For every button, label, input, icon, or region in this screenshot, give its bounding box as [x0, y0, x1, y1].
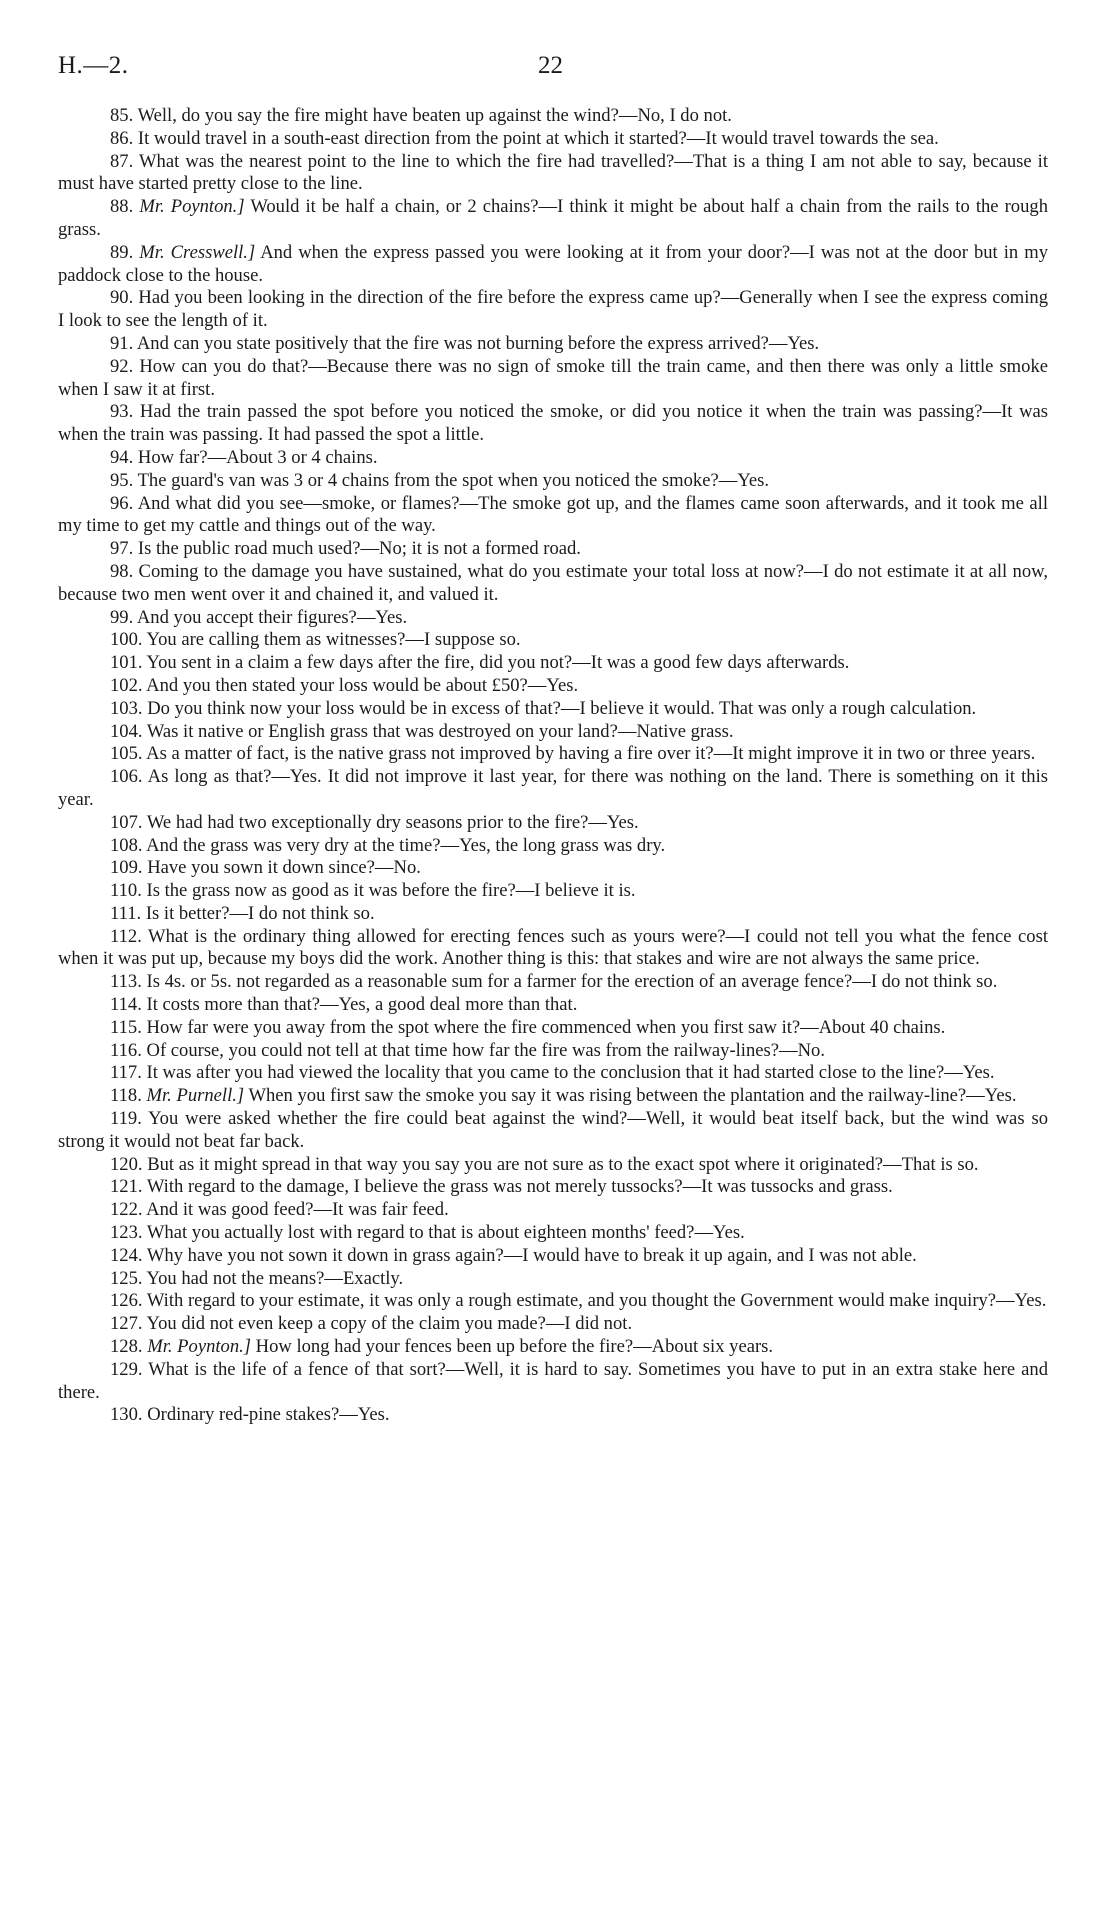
question-answer-text: You are calling them as witnesses?—I suppose so. — [146, 629, 521, 651]
testimony-paragraph — [58, 1404, 1048, 1427]
question-number: 121. — [110, 1176, 143, 1198]
question-answer-text: Is the grass now as good as it was before the fire?—I believe it is. — [146, 880, 636, 902]
question-number: 126. — [110, 1290, 143, 1312]
question-answer-text: Do you think now your loss would be in excess of that?—I believe it would. That was only a rough calculation. — [147, 697, 977, 719]
question-number: 95. — [110, 469, 134, 491]
question-number: 113. — [110, 971, 142, 993]
question-answer-text: Of course, you could not tell at that time how far the fire was from the railway-lines?—No. — [146, 1039, 825, 1061]
question-number: 105. — [110, 743, 143, 765]
question-answer-text: We had had two exceptionally dry seasons prior to the fire?—Yes. — [146, 811, 639, 833]
question-answer-text: And the grass was very dry at the time?—Yes, the long grass was dry. — [146, 834, 666, 856]
question-answer-text: Have you sown it down since?—No. — [147, 857, 421, 879]
question-number: 94. — [110, 446, 134, 468]
question-answer-text: You were asked whether the fire could beat against the wind?—Well, it would beat itself back, but the wind was so strong it would not beat far back. — [58, 1108, 1048, 1152]
question-answer-text: The guard's van was 3 or 4 chains from the spot when you noticed the smoke?—Yes. — [137, 469, 770, 491]
question-number: 114. — [110, 994, 142, 1016]
question-answer-text: And you accept their figures?—Yes. — [136, 606, 408, 628]
document-reference: H.—2. — [58, 52, 129, 79]
testimony-paragraph — [58, 629, 1048, 652]
question-number: 129. — [110, 1358, 143, 1380]
testimony-paragraph — [58, 1062, 1048, 1085]
question-answer-text: How long had your fences been up before the fire?—About six years. — [255, 1336, 774, 1358]
question-answer-text: Is it better?—I do not think so. — [145, 902, 375, 924]
question-number: 90. — [110, 287, 134, 309]
question-answer-text: Had you been looking in the direction of the fire before the express came up?—Generally when I see the express coming I look to see the length of it. — [58, 287, 1048, 332]
testimony-paragraph — [58, 1199, 1048, 1222]
question-number: 101. — [110, 652, 143, 674]
question-answer-text: And it was good feed?—It was fair feed. — [146, 1199, 449, 1221]
question-number: 107. — [110, 811, 143, 833]
question-number: 108. — [110, 834, 143, 856]
question-number: 127. — [110, 1313, 143, 1335]
question-number: 96. — [110, 492, 134, 514]
testimony-body — [58, 105, 1048, 1427]
testimony-paragraph — [58, 1336, 1048, 1359]
testimony-paragraph — [58, 812, 1048, 835]
question-number: 118. — [110, 1085, 142, 1107]
question-answer-text: It would travel in a south-east direction from the point at which it started?—It would travel towards the sea. — [137, 127, 939, 149]
question-number: 91. — [110, 332, 134, 354]
question-number: 125. — [110, 1267, 143, 1289]
testimony-paragraph — [58, 401, 1048, 447]
testimony-paragraph — [58, 675, 1048, 698]
question-number: 106. — [110, 766, 143, 788]
question-answer-text: When you first saw the smoke you say it was rising between the plantation and the railway-line?—Yes. — [248, 1085, 1017, 1107]
testimony-paragraph — [58, 1040, 1048, 1063]
question-number: 120. — [110, 1153, 143, 1175]
testimony-paragraph — [58, 151, 1048, 197]
speaker-name: Mr. Poynton.] — [147, 1336, 252, 1358]
testimony-paragraph — [58, 242, 1048, 288]
question-number: 117. — [110, 1062, 142, 1084]
question-number: 119. — [110, 1108, 142, 1130]
question-answer-text: But as it might spread in that way you say you are not sure as to the exact spot where it originated?—That is so. — [147, 1153, 979, 1175]
question-answer-text: Ordinary red-pine stakes?—Yes. — [147, 1404, 390, 1426]
question-number: 86. — [110, 127, 134, 149]
testimony-paragraph — [58, 1359, 1048, 1405]
testimony-paragraph — [58, 1222, 1048, 1245]
testimony-paragraph — [58, 1017, 1048, 1040]
testimony-paragraph — [58, 287, 1048, 333]
question-answer-text: As a matter of fact, is the native grass not improved by having a fire over it?—It might improve it in two or three years. — [146, 743, 1036, 765]
question-number: 103. — [110, 697, 143, 719]
testimony-paragraph — [58, 1085, 1048, 1108]
question-answer-text: It was after you had viewed the locality that you came to the conclusion that it had started close to the line?—Yes. — [146, 1062, 995, 1084]
question-answer-text: With regard to your estimate, it was only a rough estimate, and you thought the Government would make inquiry?—Yes. — [146, 1290, 1047, 1312]
question-answer-text: Is the public road much used?—No; it is not a formed road. — [137, 538, 581, 560]
question-answer-text: You sent in a claim a few days after the fire, did you not?—It was a good few days afterwards. — [146, 652, 850, 674]
question-number: 112. — [110, 925, 142, 947]
testimony-paragraph — [58, 470, 1048, 493]
question-answer-text: It costs more than that?—Yes, a good deal more than that. — [146, 994, 578, 1016]
testimony-paragraph — [58, 1313, 1048, 1336]
question-number: 104. — [110, 720, 143, 742]
testimony-paragraph — [58, 1108, 1048, 1154]
question-answer-text: Why have you not sown it down in grass again?—I would have to break it up again, and I was not able. — [146, 1244, 917, 1266]
question-answer-text: And can you state positively that the fire was not burning before the express arrived?—Yes. — [136, 332, 820, 354]
testimony-paragraph — [58, 698, 1048, 721]
question-number: 111. — [110, 902, 142, 924]
question-answer-text: You had not the means?—Exactly. — [146, 1267, 404, 1289]
testimony-paragraph — [58, 652, 1048, 675]
testimony-paragraph — [58, 607, 1048, 630]
question-number: 99. — [110, 606, 134, 628]
testimony-paragraph — [58, 1154, 1048, 1177]
question-answer-text: As long as that?—Yes. It did not improve it last year, for there was nothing on the land. There is something on it this year. — [58, 766, 1049, 810]
question-number: 92. — [110, 355, 134, 377]
question-number: 88. — [110, 196, 134, 218]
testimony-paragraph — [58, 447, 1048, 470]
testimony-paragraph — [58, 721, 1048, 744]
question-answer-text: And you then stated your loss would be about £50?—Yes. — [146, 674, 579, 696]
question-number: 87. — [110, 150, 134, 172]
testimony-paragraph — [58, 493, 1048, 539]
question-answer-text: Was it native or English grass that was destroyed on your land?—Native grass. — [146, 720, 734, 742]
testimony-paragraph — [58, 903, 1048, 926]
testimony-paragraph — [58, 743, 1048, 766]
page-header — [58, 52, 1048, 84]
question-number: 110. — [110, 880, 142, 902]
testimony-paragraph — [58, 857, 1048, 880]
question-answer-text: Well, do you say the fire might have beaten up against the wind?—No, I do not. — [137, 105, 732, 126]
testimony-paragraph — [58, 971, 1048, 994]
testimony-paragraph — [58, 1268, 1048, 1291]
testimony-paragraph — [58, 1176, 1048, 1199]
speaker-name: Mr. Purnell.] — [146, 1085, 245, 1107]
question-number: 130. — [110, 1404, 143, 1426]
testimony-paragraph — [58, 196, 1048, 242]
testimony-paragraph — [58, 835, 1048, 858]
question-number: 97. — [110, 538, 134, 560]
testimony-paragraph — [58, 105, 1048, 128]
question-answer-text: Coming to the damage you have sustained, what do you estimate your total loss at now?—I do not estimate it at all now, because two men went over it and chained it, and valued it. — [58, 560, 1048, 605]
speaker-name: Mr. Poynton.] — [139, 196, 245, 218]
page-number: 22 — [538, 52, 563, 79]
question-answer-text: How far were you away from the spot where the fire commenced when you first saw it?—About 40 chains. — [146, 1016, 946, 1038]
question-number: 100. — [110, 629, 143, 651]
question-number: 124. — [110, 1244, 143, 1266]
question-answer-text: What is the life of a fence of that sort?—Well, it is hard to say. Sometimes you have to put in an extra stake here and there. — [58, 1358, 1048, 1403]
question-number: 128. — [110, 1336, 143, 1358]
question-answer-text: What was the nearest point to the line to which the fire had travelled?—That is a thing I am not able to say, because it must have started pretty close to the line. — [58, 150, 1048, 195]
question-answer-text: Is 4s. or 5s. not regarded as a reasonable sum for a farmer for the erection of an average fence?—I do not think so. — [146, 971, 998, 993]
question-number: 102. — [110, 674, 143, 696]
question-answer-text: What you actually lost with regard to that is about eighteen months' feed?—Yes. — [146, 1222, 745, 1244]
question-number: 85. — [110, 105, 134, 126]
question-answer-text: Had the train passed the spot before you noticed the smoke, or did you notice it when the train was passing?—It was when the train was passing. It had passed the spot a little. — [58, 401, 1048, 446]
question-number: 98. — [110, 560, 134, 582]
question-number: 109. — [110, 857, 143, 879]
testimony-paragraph — [58, 128, 1048, 151]
testimony-paragraph — [58, 333, 1048, 356]
question-answer-text: Would it be half a chain, or 2 chains?—I think it might be about half a chain from the rails to the rough grass. — [58, 196, 1048, 240]
testimony-paragraph — [58, 766, 1048, 812]
testimony-paragraph — [58, 1245, 1048, 1268]
testimony-paragraph — [58, 994, 1048, 1017]
testimony-paragraph — [58, 538, 1048, 561]
question-number: 89. — [110, 241, 134, 263]
speaker-name: Mr. Cresswell.] — [139, 241, 256, 263]
question-answer-text: And what did you see—smoke, or flames?—The smoke got up, and the flames came soon afterwards, and it took me all my time to get my cattle and things out of the way. — [58, 492, 1048, 537]
question-answer-text: What is the ordinary thing allowed for erecting fences such as yours were?—I could not tell you what the fence cost when it was put up, because my boys did the work. Another thing is this: that stakes and wire are not always the same price. — [58, 925, 1048, 970]
question-answer-text: And when the express passed you were looking at it from your door?—I was not at the door but in my paddock close to the house. — [58, 241, 1048, 286]
question-answer-text: How can you do that?—Because there was no sign of smoke till the train came, and then there was only a little smoke when I saw it at first. — [58, 355, 1048, 400]
testimony-paragraph — [58, 880, 1048, 903]
question-answer-text: You did not even keep a copy of the claim you made?—I did not. — [146, 1313, 633, 1335]
testimony-paragraph — [58, 561, 1048, 607]
question-answer-text: How far?—About 3 or 4 chains. — [137, 446, 378, 468]
question-number: 116. — [110, 1039, 142, 1061]
testimony-paragraph — [58, 356, 1048, 402]
question-answer-text: With regard to the damage, I believe the grass was not merely tussocks?—It was tussocks and grass. — [146, 1176, 893, 1198]
testimony-paragraph — [58, 1290, 1048, 1313]
question-number: 115. — [110, 1016, 142, 1038]
question-number: 122. — [110, 1199, 143, 1221]
question-number: 93. — [110, 401, 134, 423]
testimony-paragraph — [58, 926, 1048, 972]
question-number: 123. — [110, 1222, 143, 1244]
